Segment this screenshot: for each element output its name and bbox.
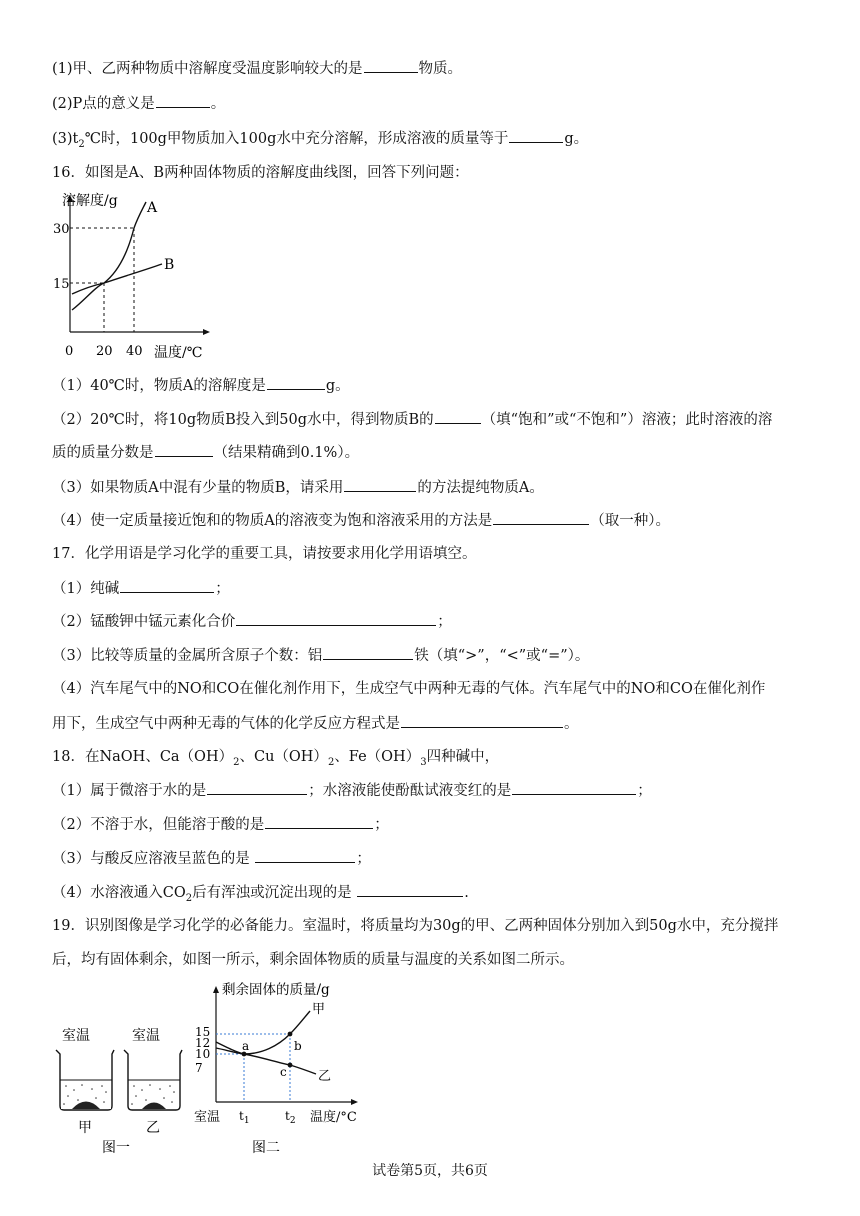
q17-part4-line2: [52, 713, 579, 734]
curve-a: [72, 202, 146, 310]
q18-part1-tail: ；: [637, 783, 652, 799]
q16-part2-mid: （填“饱和”或“不饱和”）溶液；此时溶液的溶: [481, 412, 773, 428]
origin-label: 0: [65, 344, 74, 359]
q16-part2-cont: 质的质量分数是: [52, 445, 154, 461]
series-jia-label: 甲: [312, 1002, 326, 1017]
q16-part2-line2: [52, 442, 359, 463]
point-c-label: c: [280, 1065, 287, 1079]
answer-blank[interactable]: [512, 780, 636, 795]
answer-blank[interactable]: [255, 848, 355, 863]
answer-blank[interactable]: [156, 93, 210, 108]
figure-1-caption: 图一: [102, 1140, 130, 1155]
y-tick-15: 15: [53, 277, 70, 292]
y-axis-arrow: [213, 986, 219, 993]
q18-sub1: 2: [233, 756, 240, 768]
q18-part4-sub: 2: [185, 892, 193, 904]
q16-stem: 16．如图是A、B两种固体物质的溶解度曲线图，回答下列问题：: [52, 165, 469, 181]
q17-part3-tail: 铁（填“>”，“<”或“=”）。: [414, 648, 590, 664]
q18-stem-d: 四种碱中，: [426, 749, 500, 765]
y-tick-7: 7: [195, 1061, 203, 1075]
answer-blank[interactable]: [323, 645, 413, 660]
beaker-2-name: 乙: [146, 1120, 160, 1136]
q15-part2: [52, 93, 225, 114]
q17-part1: [52, 578, 230, 599]
x-axis-label: 温度/℃: [154, 345, 203, 361]
answer-blank[interactable]: [267, 375, 325, 390]
beaker-1: [56, 1050, 114, 1110]
q15-part2-tail: 。: [210, 96, 226, 112]
q15-part1-tail: 物质。: [418, 61, 463, 77]
q18-sub2: 2: [327, 756, 335, 768]
q18-part1-text: （1）属于微溶于水的是: [52, 783, 207, 799]
beaker-2: [124, 1050, 182, 1110]
q17-part4-line1: （4）汽车尾气中的NO和CO在催化剂作用下，生成空气中两种无毒的气体。汽车尾气中的NO和CO在催化剂作: [52, 681, 766, 697]
x-tick-t2: $t_2$: [285, 1109, 296, 1126]
answer-blank[interactable]: [401, 713, 563, 728]
answer-blank[interactable]: [509, 128, 563, 143]
q17-part4-text: 用下，生成空气中两种无毒的气体的化学反应方程式是: [52, 716, 400, 732]
x-axis-arrow: [351, 1099, 358, 1105]
q16-part4-tail: （取一种）。: [590, 513, 670, 529]
q15-part3-text: ℃时，100g甲物质加入100g水中充分溶解，形成溶液的质量等于: [84, 131, 509, 147]
q15-part1-text: (1)甲、乙两种物质中溶解度受温度影响较大的是: [52, 61, 363, 77]
q16-part1: [52, 375, 350, 396]
q16-part2-line1: [52, 409, 772, 430]
q17-part2-tail: ；: [437, 614, 452, 630]
series-yi-label: 乙: [318, 1069, 332, 1084]
answer-blank[interactable]: [357, 882, 463, 897]
series-b-label: B: [164, 257, 175, 273]
q18-stem-a: 18．在NaOH、Ca（OH）: [52, 749, 234, 765]
answer-blank[interactable]: [493, 510, 589, 525]
q19-stem-line1: 19．识别图像是学习化学的必备能力。室温时，将质量均为30g的甲、乙两种固体分别加入到50g水中，充分搅拌: [52, 918, 779, 934]
q18-part4-text: （4）水溶液通入CO: [52, 885, 186, 901]
q18-part1: [52, 780, 652, 801]
q16-part4: [52, 510, 670, 531]
q16-solubility-chart: [40, 192, 230, 364]
q17-stem: 17．化学用语是学习化学的重要工具，请按要求用化学用语填空。: [52, 546, 477, 562]
q16-part4-text: （4）使一定质量接近饱和的物质A的溶液变为饱和溶液采用的方法是: [52, 513, 493, 529]
point-b-label: b: [294, 1039, 302, 1053]
answer-blank[interactable]: [207, 780, 307, 795]
q16-part1-tail: g。: [325, 378, 350, 394]
page-footer: 试卷第5页，共6页: [372, 1163, 488, 1179]
q15-part3: [52, 128, 588, 155]
q18-part2: [52, 814, 389, 835]
y-tick-30: 30: [53, 222, 70, 237]
q18-sub3: 3: [420, 756, 427, 768]
beaker-1-name: 甲: [78, 1120, 92, 1136]
figure-2-caption: 图二: [252, 1140, 280, 1156]
q16-part3-text: （3）如果物质A中混有少量的物质B，请采用: [52, 480, 344, 496]
q18-stem: [52, 747, 499, 773]
q18-stem-b: 、Cu（OH）: [239, 749, 328, 765]
q16-part1-text: （1）40℃时，物质A的溶解度是: [52, 378, 266, 394]
q16-part2-text: （2）20℃时，将10g物质B投入到50g水中，得到物质B的: [52, 412, 434, 428]
q18-part4-tail: .: [464, 885, 469, 901]
q17-part2-text: （2）锰酸钾中锰元素化合价: [52, 614, 236, 630]
x-axis-arrow: [203, 329, 210, 335]
q15-part3-tail: g。: [564, 131, 589, 147]
y-tick-12: 12: [195, 1036, 211, 1050]
answer-blank[interactable]: [364, 58, 418, 73]
q18-stem-c: 、Fe（OH）: [334, 749, 421, 765]
q18-part2-tail: ；: [374, 817, 389, 833]
q19-figure-1: [48, 1020, 198, 1155]
beaker-1-label: 室温: [62, 1028, 90, 1044]
q15-part3-t: (3)t: [52, 131, 79, 147]
point-b: [288, 1032, 293, 1037]
answer-blank[interactable]: [265, 814, 373, 829]
q16-part3-tail: 的方法提纯物质A。: [417, 480, 544, 496]
q17-part1-tail: ；: [215, 581, 230, 597]
point-a-label: a: [242, 1039, 250, 1053]
q17-part3: [52, 645, 589, 666]
answer-blank[interactable]: [344, 477, 416, 492]
q17-part4-tail: 。: [564, 716, 579, 732]
series-a-label: A: [147, 200, 158, 216]
point-c: [288, 1063, 293, 1068]
q17-part2: [52, 611, 452, 632]
answer-blank[interactable]: [120, 578, 214, 593]
q18-part3: [52, 848, 371, 869]
y-tick-15: 15: [195, 1025, 211, 1039]
q15-part2-text: (2)P点的意义是: [52, 96, 155, 112]
x-tick-20: 20: [96, 344, 113, 359]
q16-part2-tail: （结果精确到0.1%）。: [213, 445, 360, 461]
x-axis-label: 温度/°C: [310, 1110, 357, 1125]
q19-figure-2-chart: [192, 980, 372, 1156]
q15-part3-sub: 2: [78, 138, 85, 150]
q18-part3-text: （3）与酸反应溶液呈蓝色的是: [52, 851, 255, 867]
x-tick-40: 40: [126, 344, 143, 359]
beaker-2-label: 室温: [132, 1028, 160, 1044]
y-axis-label: 剩余固体的质量/g: [222, 982, 330, 998]
y-tick-10: 10: [195, 1047, 211, 1061]
q18-part4-text2: 后有浑浊或沉淀出现的是: [192, 885, 357, 901]
q18-part3-tail: ；: [356, 851, 371, 867]
answer-blank[interactable]: [435, 409, 481, 424]
answer-blank[interactable]: [236, 611, 436, 626]
q18-part2-text: （2）不溶于水，但能溶于酸的是: [52, 817, 265, 833]
answer-blank[interactable]: [155, 442, 213, 457]
q17-part3-text: （3）比较等质量的金属所含原子个数：铝: [52, 648, 323, 664]
origin-label: 室温: [194, 1110, 221, 1125]
x-tick-t1: $t_1$: [239, 1109, 250, 1126]
q15-part1: [52, 58, 462, 79]
q19-stem-line2: 后，均有固体剩余，如图一所示，剩余固体物质的质量与温度的关系如图二所示。: [52, 952, 574, 968]
q18-part4: [52, 882, 469, 909]
q18-part1-mid: ；水溶液能使酚酞试液变红的是: [308, 783, 512, 799]
q16-part3: [52, 477, 544, 498]
y-axis-label: 溶解度/g: [62, 193, 118, 209]
q17-part1-text: （1）纯碱: [52, 581, 120, 597]
